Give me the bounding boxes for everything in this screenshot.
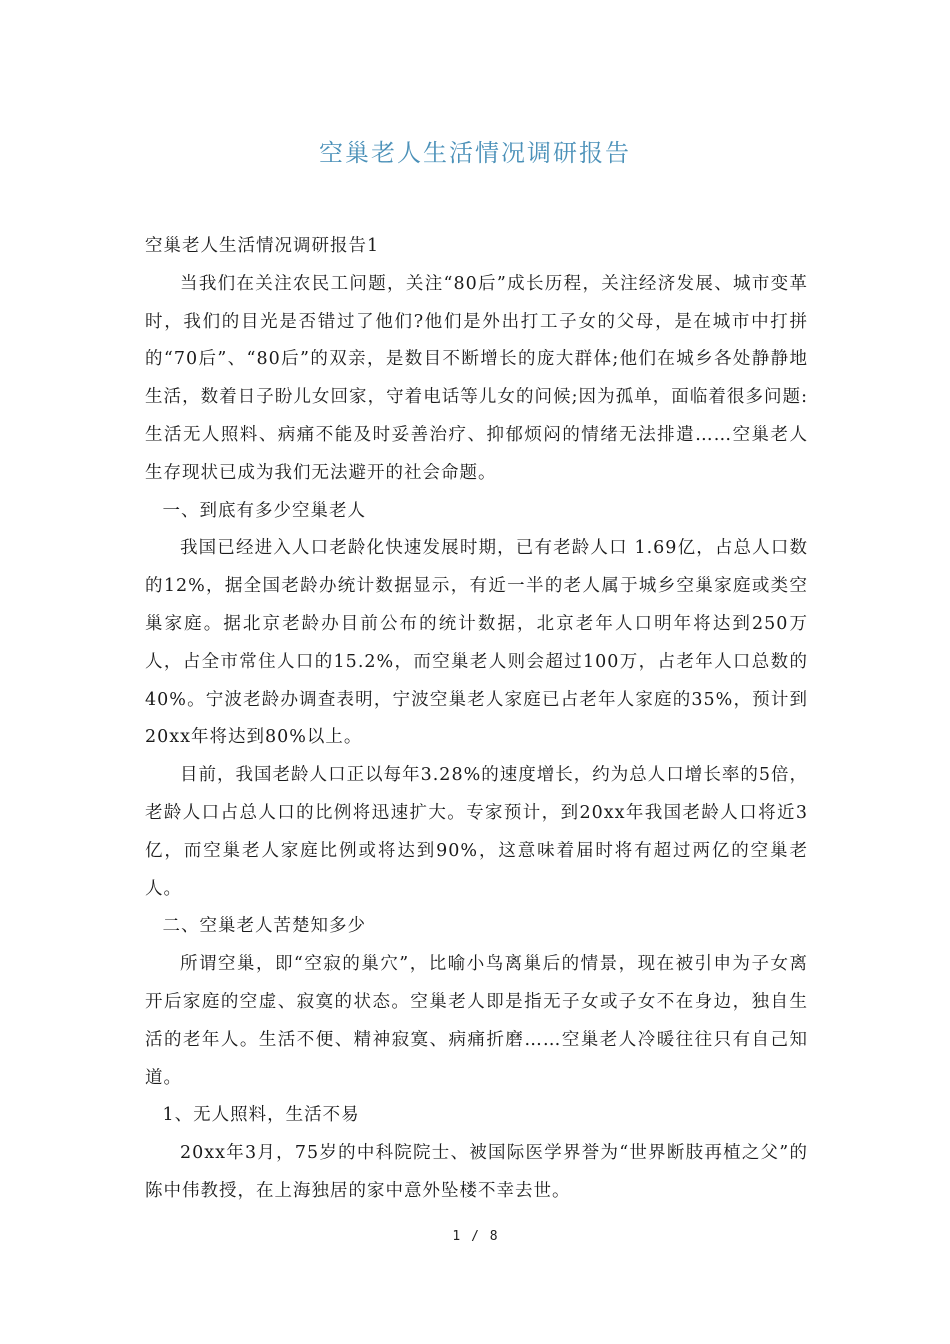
heading-section-2: 二、空巢老人苦楚知多少 [162, 916, 366, 937]
paragraph-growth: 目前，我国老龄人口正以每年3.28%的速度增长，约为总人口增长率的5倍，老龄人口占总人口的比例将迅速扩大。专家预计，到20xx年我国老龄人口将近3亿，而空巢老人家庭比例或将达到90%，这意味着届时将有超过两亿的空巢老人。 [145, 765, 808, 899]
heading-section-1: 一、到底有多少空巢老人 [162, 500, 366, 521]
paragraph-intro: 当我们在关注农民工问题，关注“80后”成长历程，关注经济发展、城市变革时，我们的目光是否错过了他们?他们是外出打工子女的父母，是在城市中打拼的“70后”、“80后”的双亲，是数目不断增长的庞大群体;他们在城乡各处静静地生活，数着日子盼儿女回家，守着电话等儿女的问候;因为孤单，面临着很多问题:生活无人照料、病痛不能及时妥善治疗、抑郁烦闷的情绪无法排遣……空巢老人生存现状已成为我们无法避开的社会命题。 [145, 273, 808, 483]
paragraph-case: 20xx年3月，75岁的中科院院士、被国际医学界誉为“世界断肢再植之父”的陈中伟教授，在上海独居的家中意外坠楼不幸去世。 [145, 1143, 808, 1201]
paragraph-statistics: 我国已经进入人口老龄化快速发展时期，已有老龄人口 1.69亿，占总人口数的12%，据全国老龄办统计数据显示，有近一半的老人属于城乡空巢家庭或类空巢家庭。据北京老龄办目前公布的统计数据，北京老年人口明年将达到250万人，占全市常住人口的15.2%，而空巢老人则会超过100万，占老年人口总数的40%。宁波老龄办调查表明，宁波空巢老人家庭已占老年人家庭的35%，预计到20xx年将达到80%以上。 [145, 538, 808, 748]
paragraph-definition: 所谓空巢，即“空寂的巢穴”，比喻小鸟离巢后的情景，现在被引申为子女离开后家庭的空虚、寂寞的状态。空巢老人即是指无子女或子女不在身边，独自生活的老年人。生活不便、精神寂寞、病痛折磨……空巢老人冷暖往往只有自己知道。 [145, 954, 808, 1088]
section-subtitle: 空巢老人生活情况调研报告1 [145, 236, 380, 256]
document-body [145, 228, 808, 1211]
heading-subsection-1: 1、无人照料，生活不易 [162, 1105, 360, 1126]
document-title: 空巢老人生活情况调研报告 [319, 139, 631, 167]
page-number: 1 / 8 [452, 1229, 498, 1244]
